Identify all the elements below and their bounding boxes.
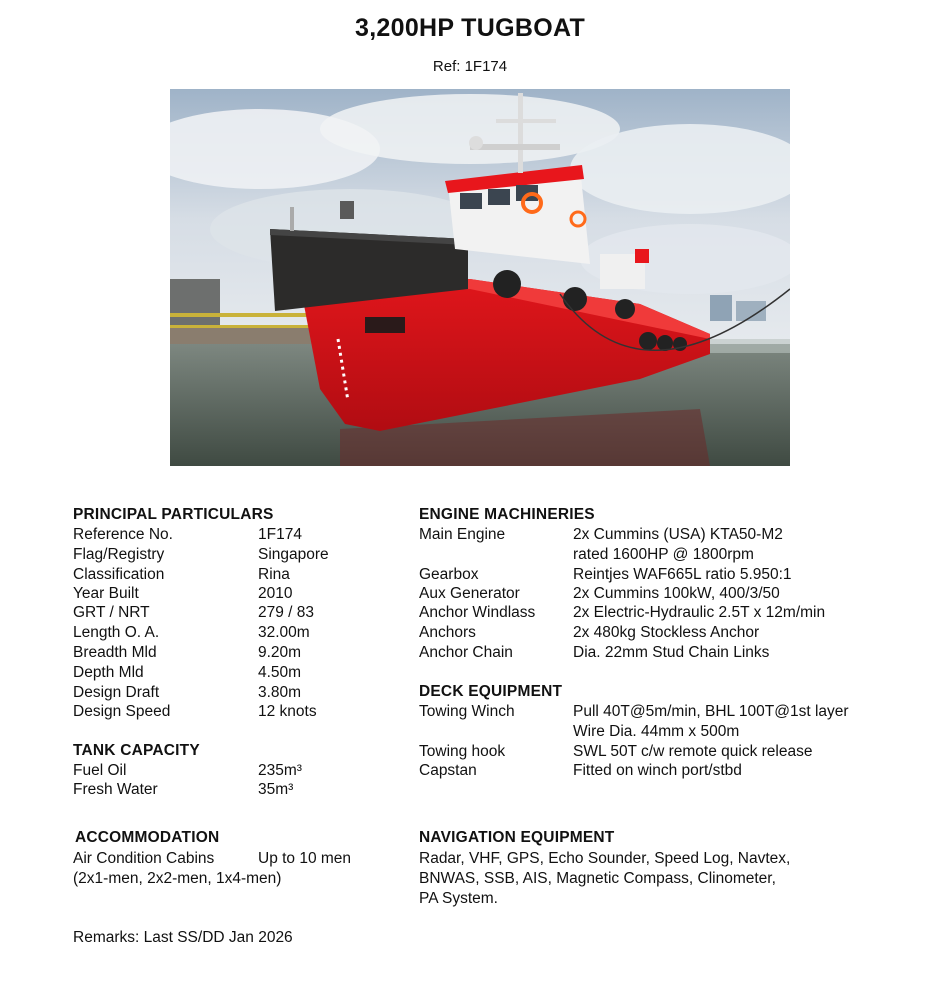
row-label: Anchor Chain	[419, 644, 513, 661]
row-value: 3.80m	[258, 684, 302, 701]
deck-equipment-heading: DECK EQUIPMENT	[419, 683, 563, 700]
row-label: Towing hook	[419, 743, 506, 760]
navigation-line: Radar, VHF, GPS, Echo Sounder, Speed Log, Navtex,	[419, 850, 791, 867]
row-label: Depth Mld	[73, 664, 144, 681]
row-label: Flag/Registry	[73, 546, 165, 563]
remarks: Remarks: Last SS/DD Jan 2026	[73, 929, 293, 946]
row-value: rated 1600HP @ 1800rpm	[573, 546, 754, 563]
row-value: 1F174	[258, 526, 302, 543]
row-label: Anchors	[419, 624, 476, 641]
row-value: 12 knots	[258, 703, 317, 720]
row-value: Fitted on winch port/stbd	[573, 762, 742, 779]
document-title: 3,200HP TUGBOAT	[354, 14, 586, 42]
row-label: Towing Winch	[419, 703, 515, 720]
row-label: Anchor Windlass	[419, 604, 536, 621]
row-value: 279 / 83	[258, 604, 315, 621]
row-label: Fuel Oil	[73, 762, 127, 779]
accommodation-heading: ACCOMMODATION	[75, 829, 220, 846]
row-value: 2x Cummins (USA) KTA50-M2	[573, 526, 783, 543]
tank-capacity-heading: TANK CAPACITY	[73, 742, 200, 759]
navigation-equipment-heading: NAVIGATION EQUIPMENT	[419, 829, 615, 846]
reference-line: Ref: 1F174	[432, 58, 508, 75]
row-label: Main Engine	[419, 526, 506, 543]
row-value: 2x 480kg Stockless Anchor	[573, 624, 760, 641]
row-label: Length O. A.	[73, 624, 160, 641]
row-value: Singapore	[258, 546, 329, 563]
row-label: Design Speed	[73, 703, 171, 720]
row-value: Wire Dia. 44mm x 500m	[573, 723, 740, 740]
principal-particulars-heading: PRINCIPAL PARTICULARS	[73, 506, 274, 523]
row-label: Air Condition Cabins	[73, 850, 215, 867]
row-value: SWL 50T c/w remote quick release	[573, 743, 813, 760]
row-value: 2010	[258, 585, 293, 602]
row-value: Dia. 22mm Stud Chain Links	[573, 644, 770, 661]
row-label: Breadth Mld	[73, 644, 157, 661]
row-label: Year Built	[73, 585, 139, 602]
tugboat-photo	[170, 89, 790, 466]
row-label: Classification	[73, 566, 165, 583]
row-value: Reintjes WAF665L ratio 5.950:1	[573, 566, 792, 583]
row-label: Design Draft	[73, 684, 160, 701]
navigation-line: PA System.	[419, 890, 498, 907]
accommodation-detail: (2x1-men, 2x2-men, 1x4-men)	[73, 870, 282, 887]
row-value: 35m³	[258, 781, 294, 798]
row-value: Up to 10 men	[258, 850, 352, 867]
row-value: 9.20m	[258, 644, 302, 661]
row-value: 4.50m	[258, 664, 302, 681]
row-label: Gearbox	[419, 566, 479, 583]
engine-machineries-heading: ENGINE MACHINERIES	[419, 506, 595, 523]
row-label: Aux Generator	[419, 585, 520, 602]
row-value: 2x Electric-Hydraulic 2.5T x 12m/min	[573, 604, 826, 621]
navigation-line: BNWAS, SSB, AIS, Magnetic Compass, Clinometer,	[419, 870, 776, 887]
row-label: GRT / NRT	[73, 604, 150, 621]
row-value: Rina	[258, 566, 290, 583]
row-value: Pull 40T@5m/min, BHL 100T@1st layer	[573, 703, 849, 720]
row-value: 2x Cummins 100kW, 400/3/50	[573, 585, 780, 602]
row-value: 235m³	[258, 762, 302, 779]
row-label: Fresh Water	[73, 781, 158, 798]
row-label: Capstan	[419, 762, 477, 779]
row-value: 32.00m	[258, 624, 310, 641]
row-label: Reference No.	[73, 526, 173, 543]
